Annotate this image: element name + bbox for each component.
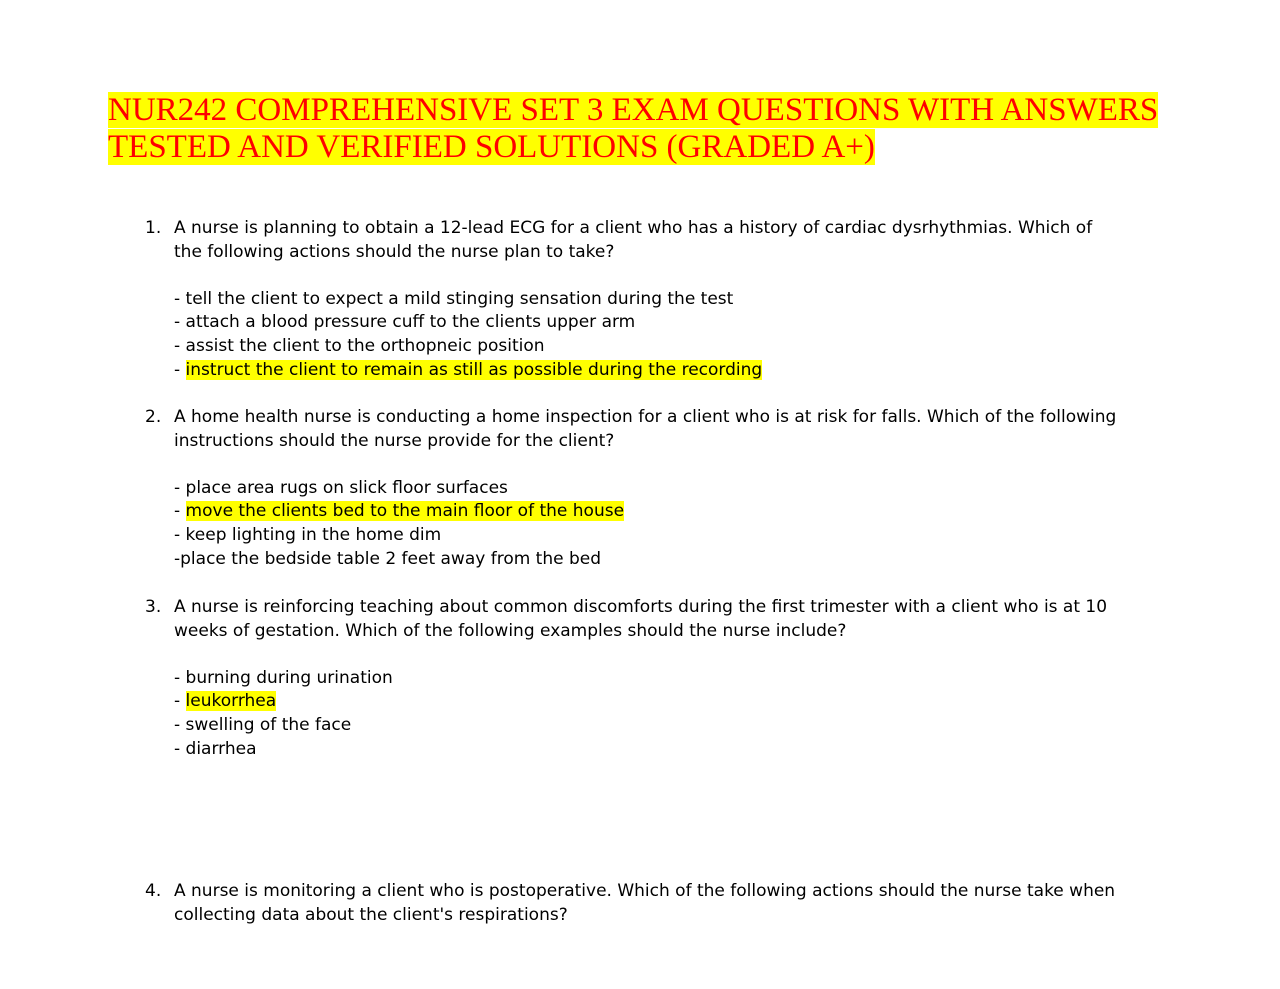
option-text: place area rugs on slick floor surfaces bbox=[185, 477, 508, 498]
option-text: diarrhea bbox=[185, 738, 257, 759]
option-prefix: - bbox=[174, 359, 186, 380]
correct-answer-highlight: instruct the client to remain as still as possible during the recording bbox=[185, 359, 763, 380]
question-3 bbox=[145, 596, 1125, 761]
option-prefix: - bbox=[174, 738, 186, 759]
option-text: swelling of the face bbox=[185, 714, 352, 735]
correct-answer-highlight: move the clients bed to the main floor of the house bbox=[185, 501, 625, 522]
option-text: tell the client to expect a mild stinging sensation during the test bbox=[185, 288, 734, 309]
option-prefix: - bbox=[174, 501, 186, 522]
question-text: A home health nurse is conducting a home inspection for a client who is at risk for falls. Which of the following instructions should the nurse provide for the client? bbox=[174, 407, 1117, 451]
answer-option bbox=[174, 714, 1125, 738]
option-prefix: - bbox=[174, 288, 186, 309]
answer-options bbox=[174, 477, 1125, 571]
option-text: attach a blood pressure cuff to the clients upper arm bbox=[185, 312, 636, 333]
option-prefix: - bbox=[174, 312, 186, 333]
option-prefix: - bbox=[174, 714, 186, 735]
question-text: A nurse is monitoring a client who is postoperative. Which of the following actions should the nurse take when collecting data about the client's respirations? bbox=[174, 881, 1116, 925]
question-text: A nurse is planning to obtain a 12-lead ECG for a client who has a history of cardiac dysrhythmias. Which of the following actions should the nurse plan to take? bbox=[174, 218, 1093, 262]
question-4 bbox=[145, 880, 1125, 927]
answer-option-correct bbox=[174, 359, 1125, 383]
question-number: 4. bbox=[145, 881, 162, 901]
option-prefix: - bbox=[174, 524, 186, 545]
correct-answer-highlight: leukorrhea bbox=[185, 691, 277, 712]
answer-option bbox=[174, 548, 1125, 572]
option-text: keep lighting in the home dim bbox=[185, 524, 442, 545]
answer-option bbox=[174, 667, 1125, 691]
answer-option bbox=[174, 477, 1125, 501]
option-text: burning during urination bbox=[185, 667, 393, 688]
answer-option bbox=[174, 311, 1125, 335]
option-text: assist the client to the orthopneic position bbox=[185, 335, 545, 356]
answer-option bbox=[174, 288, 1125, 312]
question-1 bbox=[145, 217, 1125, 382]
answer-options bbox=[174, 667, 1125, 761]
option-prefix: - bbox=[174, 477, 186, 498]
title-line-1: NUR242 COMPREHENSIVE SET 3 EXAM QUESTIONS WITH ANSWERS bbox=[108, 92, 1159, 128]
option-prefix: - bbox=[174, 667, 186, 688]
answer-option-correct bbox=[174, 500, 1125, 524]
option-prefix: - bbox=[174, 335, 186, 356]
document-title bbox=[108, 92, 1208, 166]
question-number: 2. bbox=[145, 407, 162, 427]
option-text: place the bedside table 2 feet away from the bed bbox=[180, 548, 602, 569]
answer-option-correct bbox=[174, 690, 1125, 714]
answer-option bbox=[174, 524, 1125, 548]
question-text: A nurse is reinforcing teaching about common discomforts during the first trimester with a client who is at 10 weeks of gestation. Which of the following examples should the nurse include? bbox=[174, 597, 1108, 641]
option-prefix: - bbox=[174, 691, 186, 712]
answer-options bbox=[174, 288, 1125, 382]
answer-option bbox=[174, 738, 1125, 762]
question-2 bbox=[145, 406, 1125, 571]
answer-option bbox=[174, 335, 1125, 359]
option-prefix: - bbox=[174, 548, 181, 569]
question-number: 1. bbox=[145, 218, 162, 238]
title-line-2: TESTED AND VERIFIED SOLUTIONS (GRADED A+) bbox=[108, 129, 875, 165]
question-number: 3. bbox=[145, 597, 162, 617]
